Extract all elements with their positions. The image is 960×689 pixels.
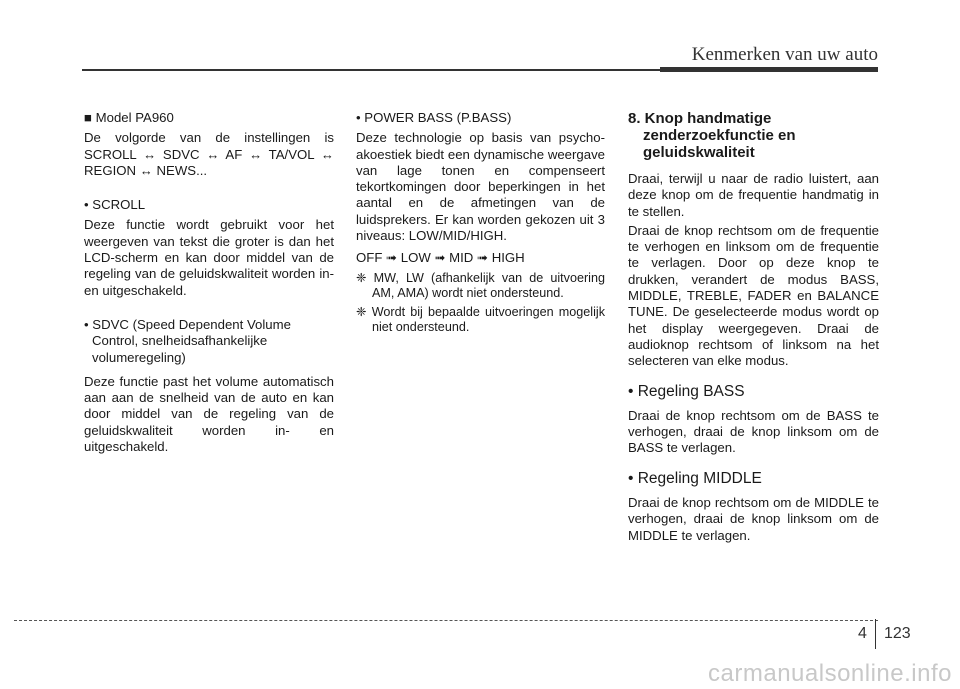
footer-rule [14,620,878,621]
middle-paragraph: Draai de knop rechtsom om de MIDDLE te verhogen, draai de knop linksom om de MIDDLE te verlagen. [628,495,879,543]
page-number-divider [875,619,876,649]
scroll-paragraph: Deze functie wordt gebruikt voor het weergeven van tekst die groter is dan het LCD-scherm en kan door middel van de regeling van de geluidskwaliteit worden in- en uitgeschakeld. [84,217,334,298]
scroll-heading: • SCROLL [84,197,146,213]
sequence-paragraph: De volgorde van de instellingen is SCROLL ↔ SDVC ↔ AF ↔ TA/VOL ↔ REGION ↔ NEWS... [84,130,334,178]
middle-heading: • Regeling MIDDLE [628,469,762,487]
section-title-line1: 8. Knop handmatige [628,110,772,127]
pbass-heading: • POWER BASS (P.BASS) [356,110,512,125]
page-number: 123 [884,625,911,642]
section-title-line3: geluidskwaliteit [643,144,755,161]
chapter-number: 4 [858,625,867,642]
header-rule-accent [660,67,878,72]
model-label: ■ Model PA960 [84,110,174,125]
note-mw-lw: ❈ MW, LW (afhankelijk van de uitvoering AM, AMA) wordt niet ondersteund. [356,270,605,300]
bass-paragraph: Draai de knop rechtsom om de BASS te verhogen, draai de knop linksom om de BASS te verlagen. [628,407,879,456]
note-unsupported: ❈ Wordt bij bepaalde uitvoeringen mogelijk niet ondersteund. [356,304,605,334]
column-middle [356,110,605,339]
watermark: carmanualsonline.info [708,660,952,687]
bass-heading: • Regeling BASS [628,382,745,400]
section-title [628,110,879,161]
column-right [628,110,879,553]
sdvc-heading: • SDVC (Speed Dependent Volume Control, snelheidsafhankelijke volumeregeling) [84,316,291,365]
sdvc-paragraph: Deze functie past het volume automatisch aan aan de snelheid van de auto en kan door middel van de regeling van de geluidskwaliteit worden in- en uitgeschakeld. [84,373,334,455]
column-left [84,110,334,464]
pbass-paragraph: Deze technologie op basis van psycho-akoestiek biedt een dynamische weergave van lage tonen en compenseert tekortkomingen door beperkingen in het aantal en de afmetingen van de luidsprekers. Er kan worden gekozen uit 3 niveaus: LOW/MID/HIGH. [356,130,605,244]
tuning-paragraph: Draai, terwijl u naar de radio luistert, aan deze knop om de frequentie handmatig in te stellen. [628,171,879,219]
sound-mode-paragraph: Draai de knop rechtsom om de frequentie te verhogen en linksom om de frequentie te verlagen. Door op deze knop te drukken, verandert de modus BASS, MIDDLE, TREBLE, FADER en BALANCE TUNE. De geselecteerde modus wordt op het display weergegeven. Draai de audioknop rechtsom of linksom na het selecteren van elke modus. [628,222,879,369]
section-title-line2: zenderzoekfunctie en [643,127,796,144]
running-header-title: Kenmerken van uw auto [691,44,878,65]
pbass-levels: OFF ➟ LOW ➟ MID ➟ HIGH [356,250,525,266]
